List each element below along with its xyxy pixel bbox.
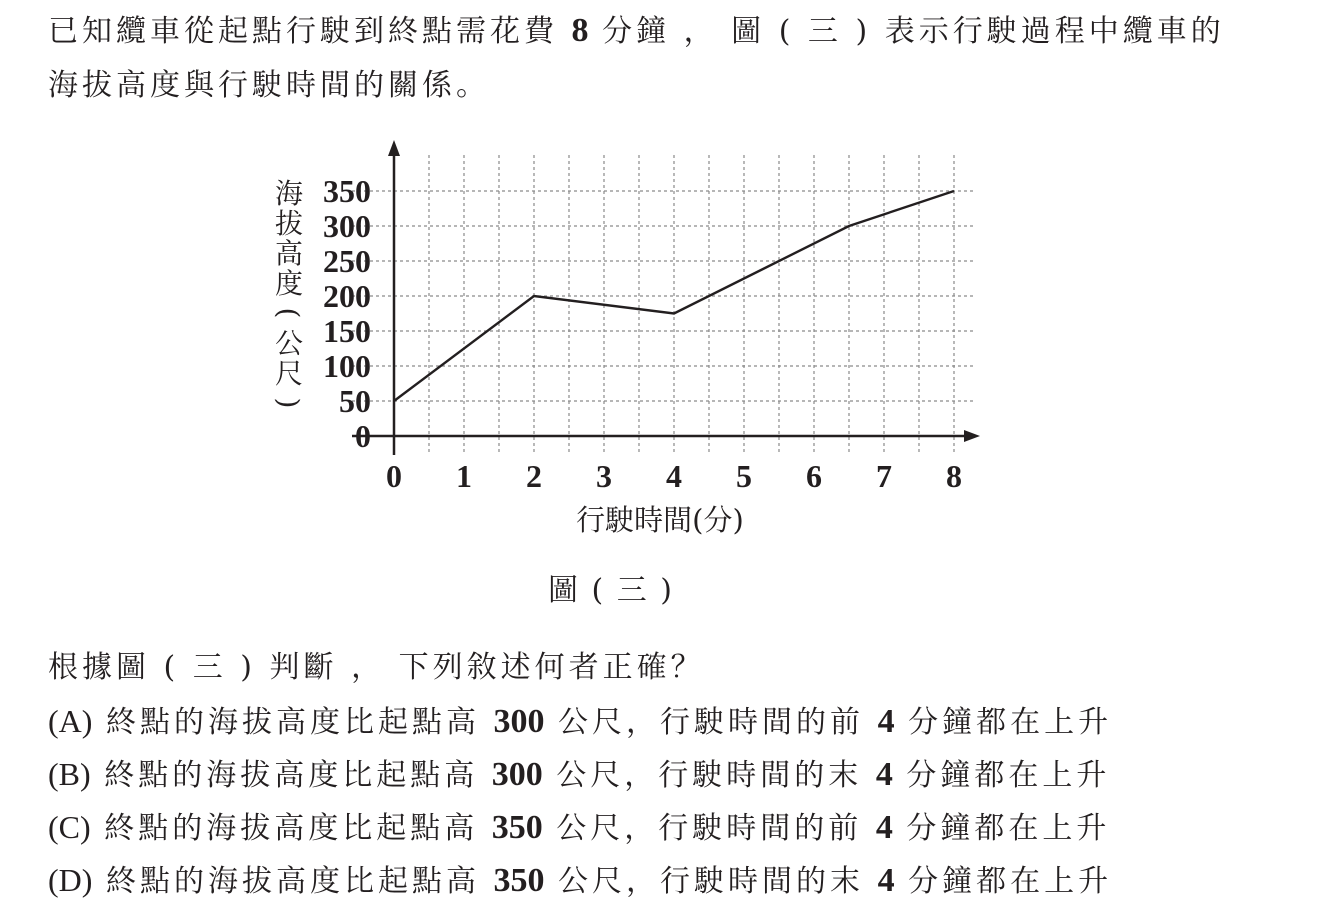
x-tick-label: 3 [596, 458, 612, 494]
option-text: 末 [830, 864, 878, 899]
y-tick-label: 250 [323, 243, 371, 279]
y-tick-label: 300 [323, 208, 371, 244]
option-label: (A) [48, 703, 93, 739]
y-tick-label: 50 [339, 383, 371, 419]
option-text: 終點的海拔高度比起點高 [92, 705, 494, 740]
option-b[interactable] [48, 750, 1110, 794]
y-axis-label-char: 公 [274, 327, 304, 360]
x-tick-label: 6 [806, 458, 822, 494]
y-axis-label-char: ) [272, 397, 305, 409]
y-axis-arrow-icon [388, 140, 400, 156]
y-axis-label-char: 尺 [274, 357, 304, 390]
x-tick-label: 4 [666, 458, 682, 494]
option-a[interactable] [48, 697, 1112, 741]
x-tick-label: 8 [946, 458, 962, 494]
x-tick-label: 2 [526, 458, 542, 494]
option-text: 前 [830, 705, 878, 740]
option-minutes-value: 4 [877, 862, 895, 899]
y-tick-label: 100 [323, 348, 371, 384]
option-height-value: 300 [491, 756, 543, 793]
option-minutes-value: 4 [877, 703, 895, 740]
option-text: 公尺，行駛時間的 [544, 864, 831, 899]
option-height-value: 350 [491, 809, 543, 846]
y-tick-label: 200 [323, 278, 371, 314]
intro-text: 分鐘 ， 圖 ( 三 ) 表示行駛過程中纜車的 [588, 14, 1225, 49]
y-axis-label-char: 度 [274, 267, 304, 300]
y-tick-label: 150 [323, 313, 371, 349]
option-minutes-value: 4 [875, 756, 893, 793]
intro-text: 已知纜車從起點行駛到終點需花費 [48, 14, 572, 49]
option-text: 終點的海拔高度比起點高 [92, 864, 494, 899]
option-label: (D) [48, 862, 93, 898]
x-tick-label: 0 [386, 458, 402, 494]
option-label: (B) [48, 756, 91, 792]
y-axis-label-char: 高 [274, 237, 304, 270]
intro-line-2: 海拔高度與行駛時間的關係。 [48, 68, 490, 103]
x-tick-label: 5 [736, 458, 752, 494]
option-text: 公尺，行駛時間的 [542, 811, 829, 846]
x-tick-label: 7 [876, 458, 892, 494]
x-axis-label: 行駛時間(分) [576, 503, 744, 537]
figure-caption: 圖 ( 三 ) [548, 573, 675, 608]
option-text: 終點的海拔高度比起點高 [90, 758, 492, 793]
option-d[interactable] [48, 856, 1112, 900]
question-prompt: 根據圖 ( 三 ) 判斷 ， 下列敘述何者正確？ [48, 650, 705, 685]
option-text: 公尺，行駛時間的 [544, 705, 831, 740]
option-label: (C) [48, 809, 91, 845]
option-minutes-value: 4 [875, 809, 893, 846]
option-text: 末 [828, 758, 876, 793]
y-axis-label-char: 拔 [274, 207, 304, 240]
option-text: 分鐘都在上升 [894, 864, 1113, 899]
x-tick-label: 1 [456, 458, 472, 494]
intro-minutes-value: 8 [571, 12, 589, 49]
option-text: 終點的海拔高度比起點高 [90, 811, 492, 846]
y-axis-label-char: 海 [274, 177, 304, 210]
option-height-value: 300 [493, 703, 545, 740]
option-c[interactable] [48, 803, 1110, 847]
y-tick-label: 0 [355, 418, 371, 454]
y-axis-label-char: ( [272, 307, 305, 319]
option-text: 公尺，行駛時間的 [542, 758, 829, 793]
y-tick-label: 350 [323, 173, 371, 209]
x-axis-arrow-icon [964, 430, 980, 442]
option-text: 分鐘都在上升 [894, 705, 1113, 740]
option-text: 分鐘都在上升 [892, 758, 1111, 793]
option-text: 前 [828, 811, 876, 846]
option-text: 分鐘都在上升 [892, 811, 1111, 846]
option-height-value: 350 [493, 862, 545, 899]
